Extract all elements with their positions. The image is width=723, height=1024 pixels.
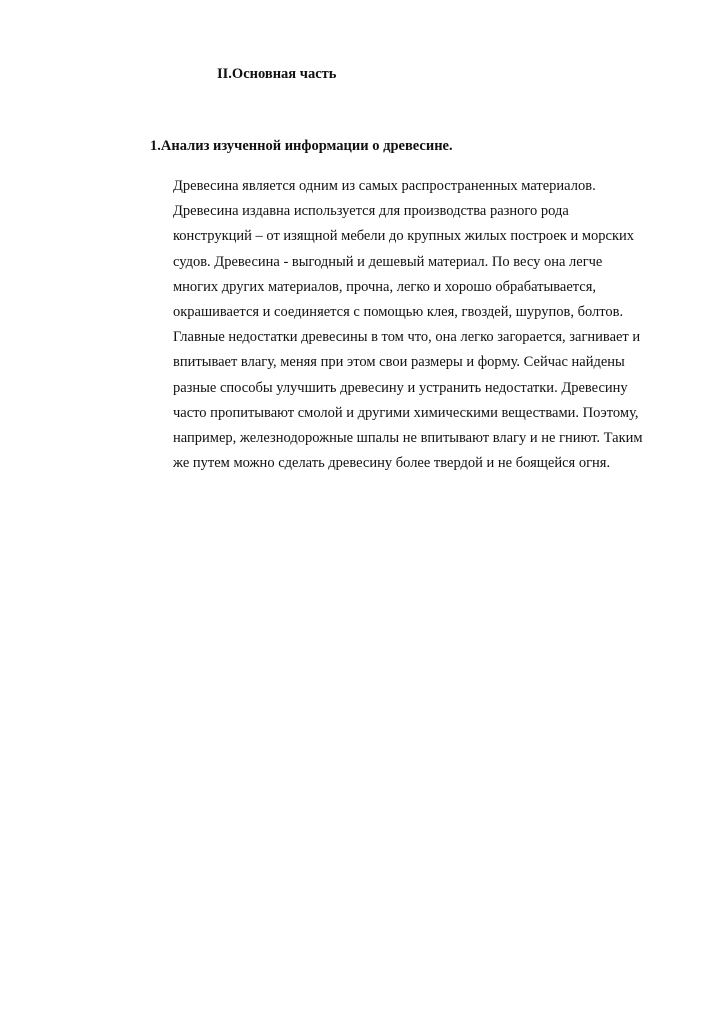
subsection-title: 1.Анализ изученной информации о древесине. (150, 138, 453, 154)
paragraph-line: конструкций – от изящной мебели до крупных жилых построек и морских (173, 228, 635, 245)
paragraph-line: впитывает влагу, меняя при этом свои размеры и форму. Сейчас найдены (173, 354, 625, 371)
paragraph-line: многих других материалов, прочна, легко и хорошо обрабатывается, (173, 278, 596, 295)
paragraph-line: разные способы улучшить древесину и устранить недостатки. Древесину (173, 379, 628, 396)
paragraph-line: же путем можно сделать древесину более твердой и не боящейся огня. (173, 455, 611, 472)
body-paragraph (173, 174, 653, 476)
paragraph-line: Древесина издавна используется для производства разного рода (173, 203, 569, 220)
paragraph-line: часто пропитывают смолой и другими химическими веществами. Поэтому, (173, 404, 639, 421)
paragraph-line: судов. Древесина - выгодный и дешевый материал. По весу она легче (173, 253, 603, 270)
paragraph-line: Главные недостатки древесины в том что, она легко загорается, загнивает и (173, 329, 641, 346)
paragraph-line: окрашивается и соединяется с помощью клея, гвоздей, шурупов, болтов. (173, 304, 624, 321)
paragraph-line: например, железнодорожные шпалы не впитывают влагу и не гниют. Таким (173, 430, 643, 447)
section-title: II.Основная часть (217, 66, 337, 82)
paragraph-line: Древесина является одним из самых распространенных материалов. (173, 178, 596, 194)
